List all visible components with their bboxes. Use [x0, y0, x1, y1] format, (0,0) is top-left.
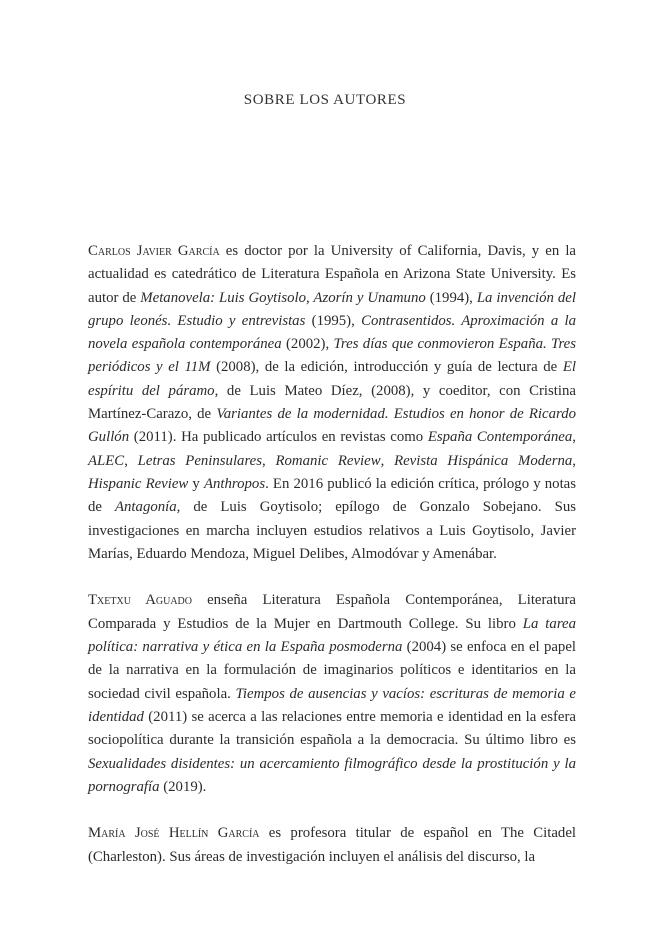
bio-text-run: , [572, 452, 576, 469]
section-heading: SOBRE LOS AUTORES [243, 92, 407, 108]
bio-text-run: , [262, 452, 276, 469]
bio-text-run: (2011). Ha publicado artículos en revistas como [129, 429, 428, 446]
author-bios [88, 240, 576, 892]
bio-text-run: . En 2016 publicó la edición crítica, prólogo y notas de [88, 475, 577, 516]
bio-text-run: (2008), de la edición, introducción y guía de lectura de [210, 359, 563, 376]
italic-title-text: Letras Peninsulares [137, 452, 262, 469]
bio-paragraph [88, 240, 576, 566]
italic-title-text: El espíritu del páramo [88, 359, 576, 399]
italic-title-text: Metanovela: Luis Goytisolo, Azorín y Unamuno [140, 289, 426, 306]
italic-title-text: Tres días que conmovieron España. Tres periódicos y el 11M [88, 336, 576, 376]
italic-title-text: Tiempos de ausencias y vacíos: escrituras de memoria e identidad [88, 685, 576, 725]
italic-title-text: La tarea política: narrativa y ética en la España posmoderna [88, 615, 576, 656]
bio-text [88, 592, 576, 794]
italic-title-text: Variantes de la modernidad. Estudios en honor de Ricardo Gullón [88, 406, 577, 446]
italic-title-text: Contrasentidos. Aproximación a la novela española contemporánea [88, 312, 577, 353]
italic-title-text: Anthropos [203, 475, 266, 492]
bio-text-run: (2019). [159, 778, 207, 795]
bio-text-run: (2002), [281, 336, 334, 353]
author-name: María José Hellín García [88, 825, 260, 842]
italic-title-text: Sexualidades disidentes: un acercamiento filmográfico desde la prostitución y la pornografía [88, 755, 576, 795]
italic-title-text: Revista Hispánica Moderna [394, 452, 573, 469]
bio-text-run: , de Luis Goytisolo; epílogo de Gonzalo Sobejano. Sus investigaciones en marcha incluyen estudios relativos a Luis Goytisolo, Javier Marías, Eduardo Mendoza, Miguel Delibes, Almodóvar y Amenábar. [88, 499, 576, 562]
bio-text-run: (1994), [425, 289, 477, 306]
italic-title-text: Hispanic Review [88, 475, 189, 492]
bio-text-run: , [572, 429, 576, 446]
bio-text-run: , de Luis Mateo Díez, (2008), y coeditor, con Cristina Martínez-Carazo, de [88, 382, 576, 423]
italic-title-text: ALEC [88, 452, 125, 469]
bio-text-run: (2004) se enfoca en el papel de la narrativa en la formulación de imaginarios políticos e identitarios en la sociedad civil española. [88, 639, 576, 702]
author-name: Txetxu Aguado [88, 592, 192, 609]
italic-title-text: España Contemporánea [427, 429, 573, 446]
bio-text-run: (1995), [305, 312, 362, 329]
bio-text [88, 243, 576, 562]
bio-paragraph [88, 589, 576, 799]
bio-text-run: , [380, 452, 395, 469]
italic-title-text: Antagonía [115, 499, 177, 516]
bio-paragraph [88, 822, 576, 869]
author-name: Carlos Javier García [88, 243, 220, 259]
bio-text-run: enseña Literatura Española Contemporánea, Literatura Comparada y Estudios de la Mujer en Dartmouth College. Su libro [88, 592, 576, 632]
bio-text-run: es profesora titular de español en The Citadel (Charleston). Sus áreas de investigación incluyen el análisis del discurso, la [88, 825, 576, 865]
bio-text-run: (2011) se acerca a las relaciones entre memoria e identidad en la esfera sociopolítica durante la transición española a la democracia. Su último libro es [88, 708, 576, 749]
bio-text-run: y [188, 475, 204, 492]
bio-text-run: , [124, 452, 138, 469]
bio-text-run: es doctor por la University of California, Davis, y en la actualidad es catedrático de Literatura Española en Arizona State University. Es autor de [88, 243, 577, 306]
italic-title-text: Romanic Review [275, 452, 381, 469]
italic-title-text: La invención del grupo leonés. Estudio y entrevistas [88, 289, 576, 329]
